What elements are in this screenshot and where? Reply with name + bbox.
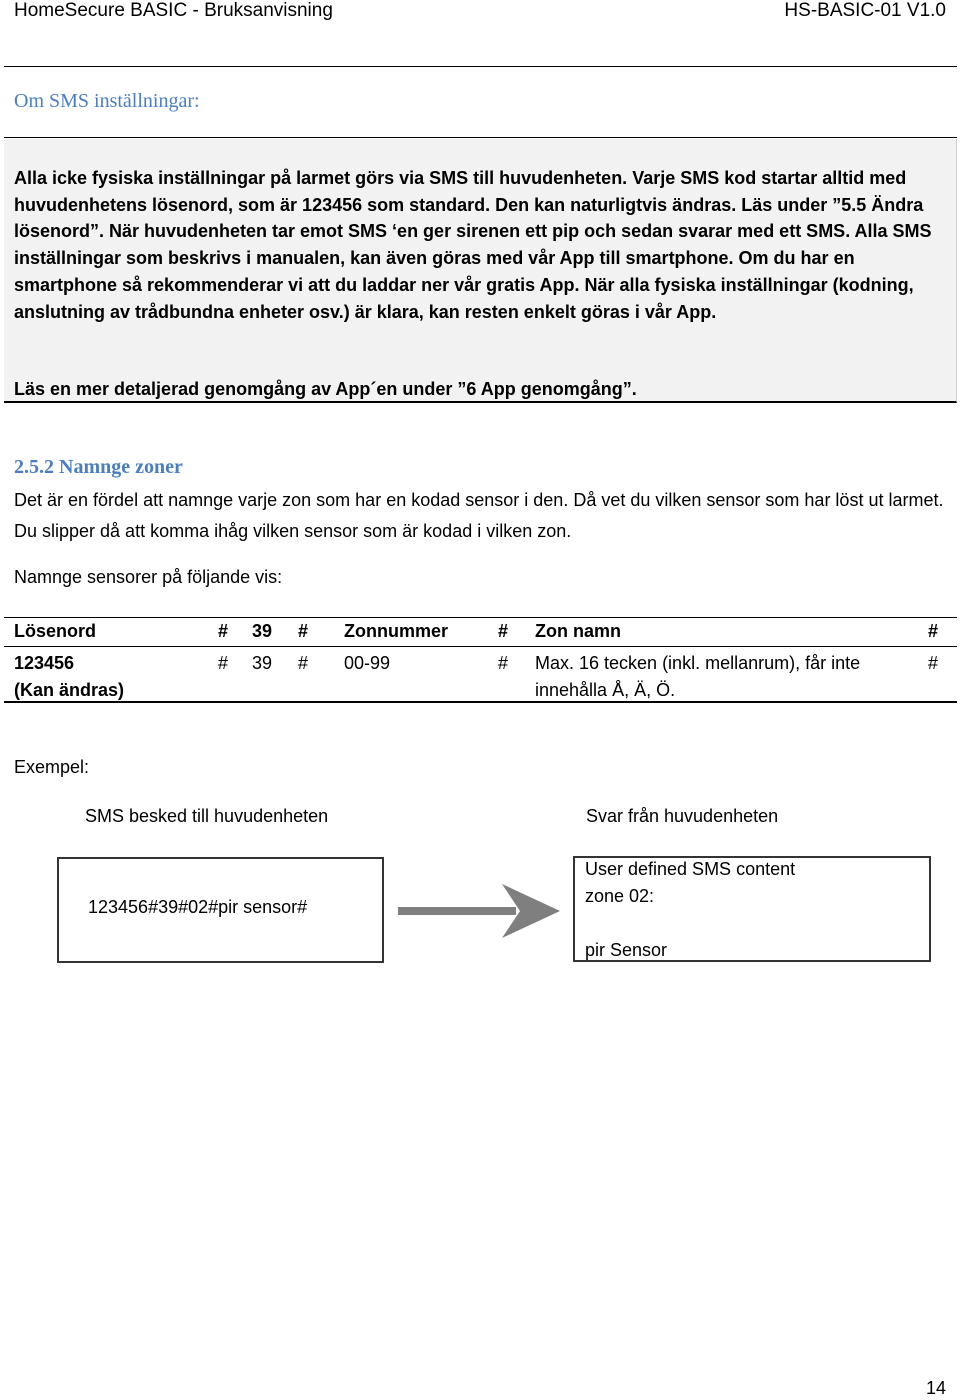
section-heading (14, 456, 183, 479)
about-divider (4, 137, 957, 138)
table-header-code: 39 (252, 621, 273, 641)
reply-line: User defined SMS content (585, 859, 796, 879)
table-header-hash: # (218, 621, 229, 641)
sensor-naming-intro: Namnge sensorer på följande vis: (14, 567, 283, 587)
table-header-zone-number: Zonnummer (344, 621, 449, 641)
about-sms-heading: Om SMS inställningar: (14, 90, 200, 112)
table-cell-zone-number: 00-99 (344, 653, 391, 673)
sms-example-text: 123456#39#02#pir sensor# (88, 897, 308, 917)
reply-line: pir Sensor (585, 940, 668, 960)
sms-info-box (4, 139, 957, 403)
table-bottom-border (4, 701, 957, 703)
table-header-zone-name: Zon namn (535, 621, 621, 641)
table-cell-hash: # (218, 653, 229, 673)
password-value: 123456 (14, 653, 75, 673)
table-top-border (4, 617, 957, 618)
arrow-right-icon (398, 884, 560, 938)
table-cell-code: 39 (252, 653, 273, 673)
table-header-hash: # (498, 621, 509, 641)
table-cell-password (14, 650, 124, 704)
table-header-hash: # (928, 621, 939, 641)
table-header-password: Lösenord (14, 621, 97, 641)
table-header-divider (4, 646, 957, 647)
section-number: 2.5.2 (14, 456, 54, 478)
sms-to-unit-label: SMS besked till huvudenheten (85, 806, 329, 826)
document-header-title: HomeSecure BASIC - Bruksanvisning (14, 0, 333, 21)
sms-info-app-reference: Läs en mer detaljerad genomgång av App´en under ”6 App genomgång”. (14, 379, 637, 399)
section-title: Namnge zoner (59, 456, 183, 478)
reply-example-text (585, 856, 795, 964)
password-note: (Kan ändras) (14, 680, 125, 700)
table-cell-hash: # (928, 653, 939, 673)
table-cell-zone-name (535, 650, 860, 704)
document-header-version: HS-BASIC-01 V1.0 (784, 0, 946, 21)
header-divider (4, 66, 957, 67)
reply-from-unit-label: Svar från huvudenheten (586, 806, 779, 826)
zone-name-restriction: innehålla Å, Ä, Ö. (535, 680, 676, 700)
section-body-text: Det är en fördel att namnge varje zon som har en kodad sensor i den. Då vet du vilken sensor som har löst ut larmet. Du slipper då att komma ihåg vilken sensor som är kodad i vilken zon. (14, 490, 944, 541)
table-header-hash: # (298, 621, 309, 641)
page-number: 14 (925, 1378, 946, 1398)
sms-info-paragraph: Alla icke fysiska inställningar på larmet görs via SMS till huvudenheten. Varje SMS kod startar alltid med huvudenhetens lösenord, som är 123456 som standard. Den kan naturligtvis ändras. Läs under ”5.5 Ändra lösenord”. När huvudenheten tar emot SMS ‘en ger sirenen ett pip och sedan svarar med ett SMS. Alla SMS inställningar som beskrivs i manualen, kan även göras med vår App till smartphone. Om du har en smartphone så rekommenderar vi att du laddar ner vår gratis App. När alla fysiska inställningar (kodning, anslutning av trådbundna enheter osv.) är klara, kan resten enkelt göras i vår App. (14, 168, 932, 322)
table-cell-hash: # (498, 653, 509, 673)
example-label: Exempel: (14, 757, 90, 777)
zone-name-rule: Max. 16 tecken (inkl. mellanrum), får inte (535, 653, 861, 673)
reply-line: zone 02: (585, 886, 655, 906)
table-cell-hash: # (298, 653, 309, 673)
